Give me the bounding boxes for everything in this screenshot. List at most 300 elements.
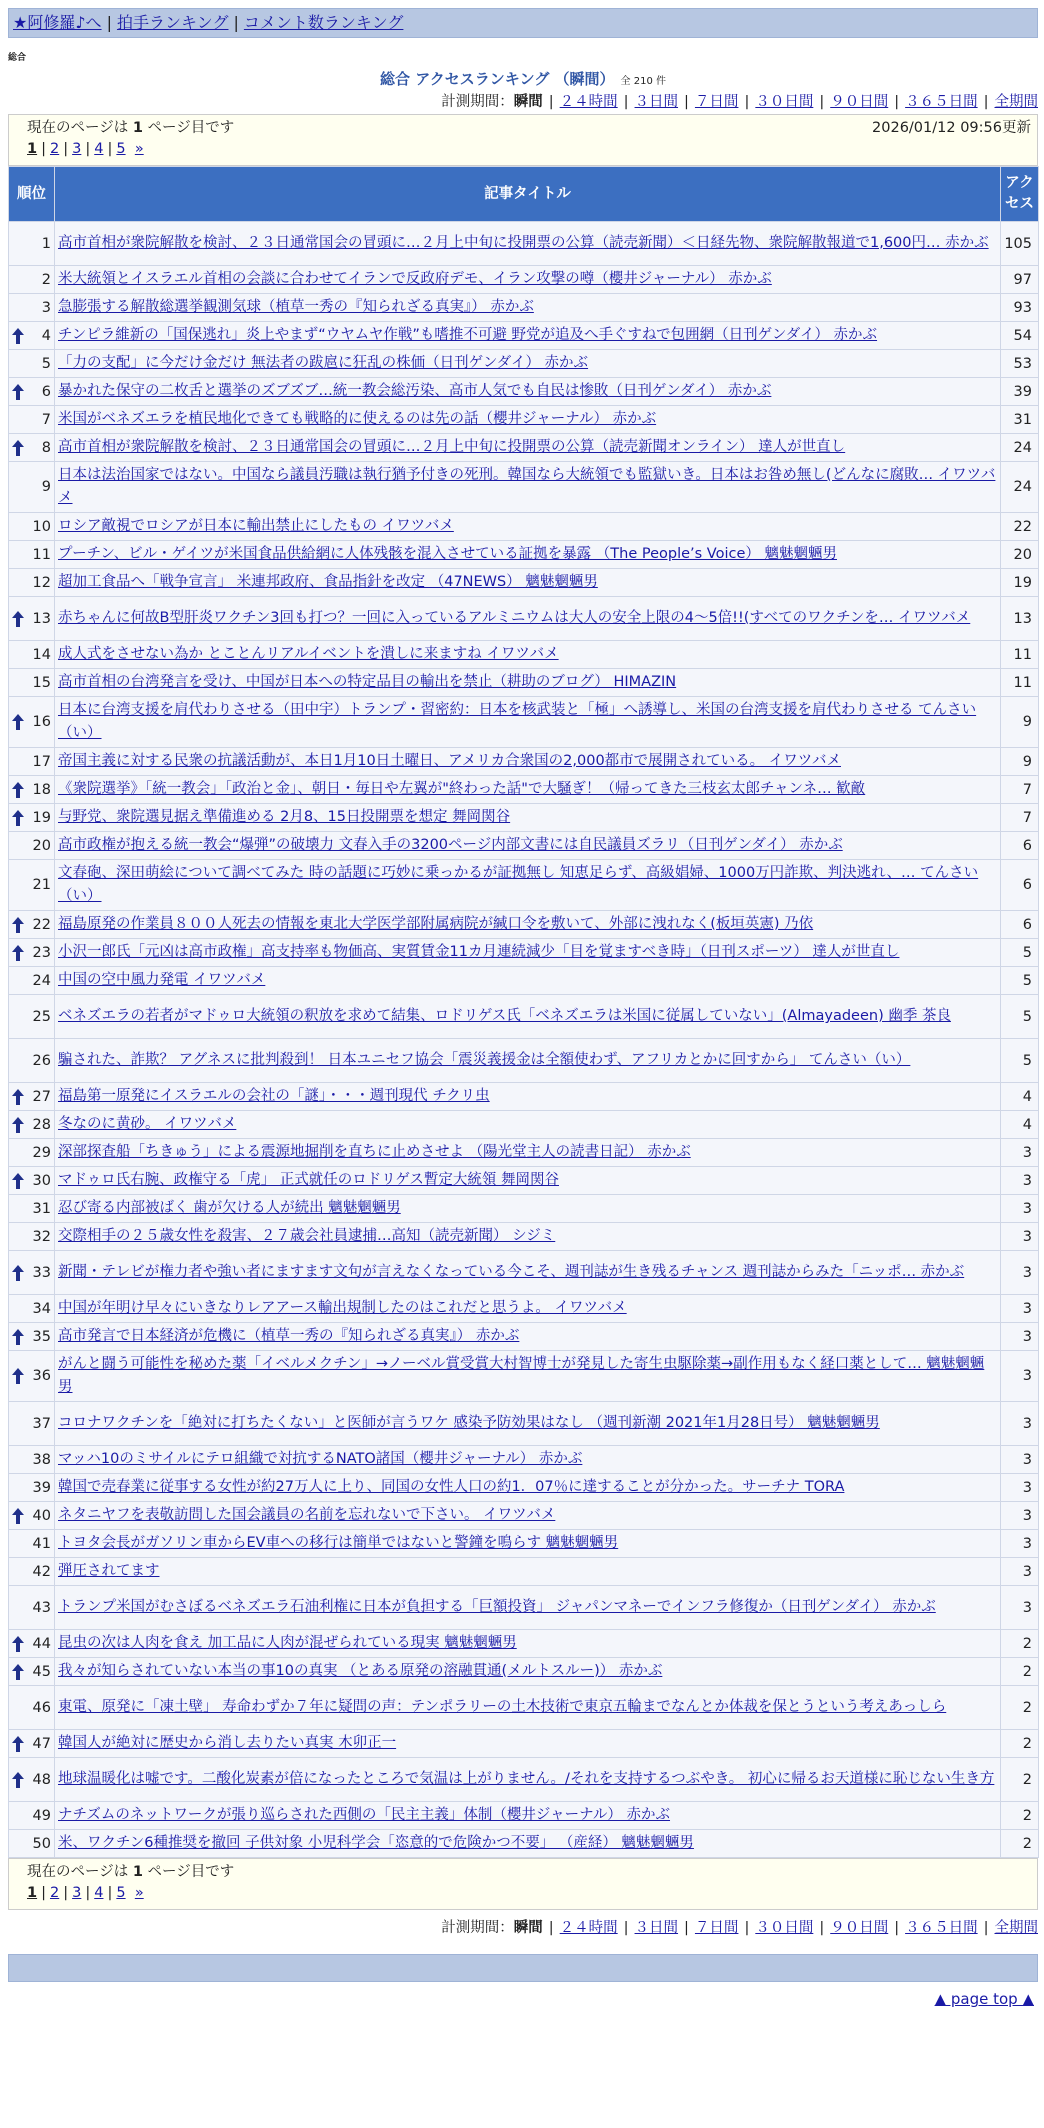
article-title-link[interactable]: 暴かれた保守の二枚舌と選挙のズブズブ…統一教会総汚染、高市人気でも自民は惨敗（日刊ゲンダイ） 赤かぶ [58, 383, 772, 399]
period-option-link[interactable]: ３６５日間 [905, 94, 978, 110]
table-row [9, 776, 1039, 804]
table-row [9, 1295, 1039, 1323]
article-title-link[interactable]: 騙された、詐欺？ アグネスに批判殺到！ 日本ユニセフ協会「震災義援金は全額使わず、アフリカとかに回すから」 てんさい（い） [58, 1052, 911, 1068]
period-separator: | [744, 1920, 750, 1936]
rank-cell [9, 1802, 55, 1830]
title-cell [55, 804, 1001, 832]
rank-number: 13 [32, 610, 51, 627]
article-title-link[interactable]: 冬なのに黄砂。 イワツバメ [58, 1116, 237, 1132]
table-row [9, 804, 1039, 832]
rank-number: 40 [32, 1507, 51, 1524]
rank-cell [9, 1323, 55, 1351]
period-option-link[interactable]: ９０日間 [830, 94, 889, 110]
rank-number: 32 [32, 1228, 51, 1245]
title-cell [55, 995, 1001, 1039]
rank-cell [9, 406, 55, 434]
rank-number: 6 [41, 383, 51, 400]
period-option-link[interactable]: ９０日間 [830, 1920, 889, 1936]
access-count: 97 [1001, 266, 1039, 294]
title-cell [55, 641, 1001, 669]
pager-next-link[interactable]: » [134, 141, 144, 157]
access-count: 3 [1001, 1586, 1039, 1630]
rank-number: 36 [32, 1368, 51, 1384]
title-cell [55, 1111, 1001, 1139]
table-row [9, 1167, 1039, 1195]
article-title-link[interactable]: 東電、原発に「凍土壁」 寿命わずか７年に疑問の声：テンポラリーの土木技術で東京五輪までなんとか体裁を保とうという考えあっしら [58, 1699, 947, 1715]
table-row [9, 1039, 1039, 1083]
article-title-link[interactable]: 高市首相が衆院解散を検討、２３日通常国会の冒頭に…２月上中旬に投開票の公算（読売新聞オンライン） 達人が世直し [58, 439, 846, 455]
updated-time: 2026/01/12 09:56更新 [872, 120, 1031, 136]
table-row [9, 697, 1039, 748]
table-row [9, 1402, 1039, 1446]
access-count: 3 [1001, 1558, 1039, 1586]
rank-number: 18 [32, 781, 51, 798]
rank-number: 24 [32, 972, 51, 989]
access-count: 19 [1001, 569, 1039, 597]
article-title-link[interactable]: 成人式をさせない為か とことんリアルイベントを潰しに来ますね イワツバメ [58, 646, 559, 662]
table-row [9, 967, 1039, 995]
pager-next-link[interactable]: » [134, 1885, 144, 1901]
article-title-link[interactable]: 忍び寄る内部被ばく 歯が欠ける人が続出 魑魅魍魎男 [58, 1200, 401, 1216]
title-cell [55, 911, 1001, 939]
article-title-link[interactable]: 福島原発の作業員８００人死去の情報を東北大学医学部附属病院が緘口令を敷いて、外部に洩れなく(板垣英憲) 乃依 [58, 916, 814, 932]
period-separator: | [819, 94, 825, 110]
up-arrow-icon [12, 1368, 24, 1384]
article-title-link[interactable]: 弾圧されてます [58, 1563, 160, 1579]
access-count: 53 [1001, 350, 1039, 378]
access-count: 2 [1001, 1802, 1039, 1830]
page-top-link-wrap [8, 1988, 1038, 2010]
rank-cell [9, 322, 55, 350]
pager-link[interactable]: 3 [72, 141, 82, 157]
up-arrow-icon [12, 1265, 24, 1281]
access-count: 3 [1001, 1323, 1039, 1351]
pager-separator: | [107, 141, 113, 157]
pager-link[interactable]: 2 [49, 1885, 60, 1901]
table-row [9, 1658, 1039, 1686]
title-cell [55, 322, 1001, 350]
article-title-link[interactable]: 中国の空中風力発電 イワツバメ [58, 972, 266, 988]
title-cell [55, 1630, 1001, 1658]
title-cell [55, 1586, 1001, 1630]
nav-separator: | [106, 13, 112, 32]
table-row [9, 911, 1039, 939]
access-count: 3 [1001, 1402, 1039, 1446]
pager-link[interactable]: 3 [72, 1885, 82, 1901]
title-cell [55, 597, 1001, 641]
article-title-link[interactable]: トランプ米国がむさぼるベネズエラ石油利権に日本が負担する「巨額投資」 ジャパンマネーでインフラ修復か（日刊ゲンダイ） 赤かぶ [58, 1599, 936, 1615]
rank-cell [9, 1530, 55, 1558]
article-title-link[interactable]: プーチン、ビル・ゲイツが米国食品供給網に人体残骸を混入させている証拠を暴露 （The People’s Voice） 魑魅魍魎男 [58, 546, 837, 562]
access-count: 54 [1001, 322, 1039, 350]
rank-cell [9, 294, 55, 322]
table-row [9, 748, 1039, 776]
header-access: アクセス [1001, 167, 1039, 222]
rank-number: 1 [41, 235, 51, 252]
title-cell [55, 1446, 1001, 1474]
rank-number: 39 [32, 1479, 51, 1496]
access-count: 9 [1001, 748, 1039, 776]
rank-cell [9, 1195, 55, 1223]
table-row [9, 1758, 1039, 1802]
article-title-link[interactable]: がんと闘う可能性を秘めた薬「イベルメクチン」→ノーベル賞受賞大村智博士が発見した寄生虫駆除薬→副作用もなく経口薬として… 魑魅魍魎男 [58, 1356, 985, 1395]
period-option-link[interactable]: 全期間 [994, 94, 1038, 110]
up-arrow-icon [12, 1173, 24, 1189]
up-arrow-icon [12, 1508, 24, 1524]
access-count: 5 [1001, 1039, 1039, 1083]
rank-cell [9, 1139, 55, 1167]
article-title-link[interactable]: ロシア敵視でロシアが日本に輸出禁止にしたもの イワツバメ [58, 518, 454, 534]
rank-number: 9 [41, 479, 51, 495]
article-title-link[interactable]: 高市首相の台湾発言を受け、中国が日本への特定品目の輸出を禁止（耕助のブログ） HIMAZIN [58, 674, 677, 690]
pager-separator: | [107, 1885, 113, 1901]
article-title-link[interactable]: 文春砲、深田萌絵について調べてみた 時の話題に巧妙に乗っかるが証拠無し 知恵足らず、高級娼婦、1000万円詐欺、判決逃れ、… てんさい（い） [58, 865, 979, 904]
article-title-link[interactable]: マドゥロ氏右腕、政権守る「虎」 正式就任のロドリゲス暫定大統領 舞岡関谷 [58, 1172, 559, 1188]
rank-number: 17 [32, 753, 51, 770]
access-count: 3 [1001, 1195, 1039, 1223]
up-arrow-icon [12, 1329, 24, 1345]
title-cell [55, 378, 1001, 406]
pager-current: 1 [27, 141, 38, 157]
rank-cell [9, 641, 55, 669]
table-row [9, 541, 1039, 569]
ranking-table [8, 166, 1039, 1858]
article-title-link[interactable]: 深部探査船「ちきゅう」による震源地掘削を直ちに止めさせよ （陽光堂主人の読書日記） 赤かぶ [58, 1144, 691, 1160]
period-option-link[interactable]: ３０日間 [755, 1920, 814, 1936]
table-row [9, 1083, 1039, 1111]
access-count: 5 [1001, 995, 1039, 1039]
article-title-link[interactable]: 高市首相が衆院解散を検討、２３日通常国会の冒頭に…２月上中旬に投開票の公算（読売新聞）＜日経先物、衆院解散報道で1,600円… 赤かぶ [58, 235, 989, 251]
header-rank: 順位 [9, 167, 55, 222]
rank-cell [9, 1830, 55, 1858]
rank-cell [9, 669, 55, 697]
rank-cell [9, 697, 55, 748]
period-option-link[interactable]: ２４時間 [559, 1920, 618, 1936]
link-applause-ranking[interactable]: 拍手ランキング [116, 13, 229, 32]
table-row [9, 513, 1039, 541]
rank-cell [9, 378, 55, 406]
table-row [9, 1630, 1039, 1658]
link-asyura-home[interactable]: ★阿修羅♪へ [13, 13, 102, 32]
table-row [9, 434, 1039, 462]
up-arrow-icon [12, 810, 24, 826]
period-separator: | [684, 94, 689, 110]
period-option-link[interactable]: ２４時間 [559, 94, 618, 110]
article-title-link[interactable]: マッハ10のミサイルにテロ組織で対抗するNATO諸国（櫻井ジャーナル） 赤かぶ [58, 1451, 583, 1467]
access-count: 2 [1001, 1630, 1039, 1658]
rank-number: 30 [32, 1172, 51, 1189]
article-title-link[interactable]: 帝国主義に対する民衆の抗議活動が、本日1月10日土曜日、アメリカ合衆国の2,000都市で展開されている。 イワツバメ [58, 753, 841, 769]
pager-link[interactable]: 4 [94, 141, 104, 157]
title-cell [55, 860, 1001, 911]
article-title-link[interactable]: 日本に台湾支援を肩代わりさせる（田中宇）トランプ・習密約：日本を核武装と「極」へ誘導し、米国の台湾支援を肩代わりさせる てんさい（い） [58, 702, 977, 741]
rank-cell [9, 1251, 55, 1295]
rank-cell [9, 1167, 55, 1195]
pager-link[interactable]: 5 [116, 1885, 126, 1901]
rank-cell [9, 350, 55, 378]
rank-number: 26 [32, 1052, 51, 1069]
access-count: 3 [1001, 1474, 1039, 1502]
access-count: 2 [1001, 1830, 1039, 1858]
article-title-link[interactable]: 赤ちゃんに何故B型肝炎ワクチン3回も打つ？一回に入っているアルミニウムは大人の安全上限の4～5倍!!(すべてのワクチンを… イワツバメ [58, 610, 971, 626]
top-nav-bar [8, 8, 1038, 38]
article-title-link[interactable]: 交際相手の２５歳女性を殺害、２７歳会社員逮捕…高知（読売新聞） シジミ [58, 1228, 556, 1244]
access-count: 3 [1001, 1502, 1039, 1530]
article-title-link[interactable]: コロナワクチンを「絶対に打ちたくない」と医師が言うワケ 感染予防効果はなし （週刊新潮 2021年1月28日号） 魑魅魍魎男 [58, 1415, 880, 1431]
rank-number: 34 [32, 1300, 51, 1317]
title-cell [55, 1402, 1001, 1446]
title-cell [55, 1167, 1001, 1195]
period-selector [8, 90, 1038, 114]
access-count: 4 [1001, 1083, 1039, 1111]
article-title-link[interactable]: 我々が知らされていない本当の事10の真実 （とある原発の溶融貫通(メルトスルー)） 赤かぶ [58, 1663, 663, 1679]
article-title-link[interactable]: 韓国で売春業に従事する女性が約27万人に上り、同国の女性人口の約1．07％に達することが分かった。サーチナ TORA [58, 1479, 845, 1495]
article-title-link[interactable]: 昆虫の次は人肉を食え 加工品に人肉が混ぜられている現実 魑魅魍魎男 [58, 1635, 517, 1651]
rank-cell [9, 776, 55, 804]
rank-number: 25 [32, 1008, 51, 1025]
rank-number: 31 [32, 1200, 51, 1217]
up-arrow-icon [12, 1664, 24, 1680]
rank-number: 16 [32, 714, 51, 730]
access-count: 11 [1001, 641, 1039, 669]
title-cell [55, 748, 1001, 776]
article-title-link[interactable]: 高市政権が抱える統一教会“爆弾”の破壊力 文春入手の3200ページ内部文書には自民議員ズラリ（日刊ゲンダイ） 赤かぶ [58, 837, 843, 853]
access-count: 9 [1001, 697, 1039, 748]
article-title-link[interactable]: 《衆院選挙》「統一教会」「政治と金」、朝日・毎日や左翼が"終わった話"で大騒ぎ！（帰ってきた三枝玄太郎チャンネ… 歓敵 [58, 781, 866, 797]
period-option-link[interactable]: ３６５日間 [905, 1920, 978, 1936]
period-separator: | [623, 94, 629, 110]
rank-number: 8 [41, 439, 51, 456]
up-arrow-icon [12, 1636, 24, 1652]
rank-cell [9, 1630, 55, 1658]
period-separator: | [983, 94, 989, 110]
title-cell [55, 434, 1001, 462]
rank-cell [9, 222, 55, 266]
period-label: 計測期間： [441, 1920, 514, 1936]
up-arrow-icon [12, 917, 24, 933]
table-row [9, 1558, 1039, 1586]
article-title-link[interactable]: 「力の支配」に今だけ金だけ 無法者の跋扈に狂乱の株価（日刊ゲンダイ） 赤かぶ [58, 355, 589, 371]
rank-cell [9, 1658, 55, 1686]
period-option-link[interactable]: ３日間 [634, 94, 679, 110]
table-row [9, 222, 1039, 266]
rank-number: 28 [32, 1116, 51, 1133]
article-title-link[interactable]: 高市発言で日本経済が危機に（植草一秀の『知られざる真実』） 赤かぶ [58, 1328, 520, 1344]
access-count: 3 [1001, 1139, 1039, 1167]
rank-cell [9, 1402, 55, 1446]
article-title-link[interactable]: 地球温暖化は嘘です。二酸化炭素が倍になったところで気温は上がりません。/それを支持するつぶやき。 初心に帰るお天道様に恥じない生き方 [58, 1771, 995, 1787]
rank-cell [9, 462, 55, 513]
article-title-link[interactable]: 韓国人が絶対に歴史から消し去りたい真実 木卯正一 [58, 1735, 397, 1751]
ranking-title: 総合 アクセスランキング （瞬間） [380, 70, 615, 88]
table-row [9, 350, 1039, 378]
access-count: 11 [1001, 669, 1039, 697]
access-count: 5 [1001, 939, 1039, 967]
article-title-link[interactable]: 急膨張する解散総選挙観測気球（植草一秀の『知られざる真実』） 赤かぶ [58, 299, 534, 315]
article-title-link[interactable]: 米大統領とイスラエル首相の会談に合わせてイランで反政府デモ、イラン攻撃の噂（櫻井ジャーナル） 赤かぶ [58, 271, 772, 287]
article-title-link[interactable]: 日本は法治国家ではない。中国なら議員汚職は執行猶予付きの死刑。韓国なら大統領でも監獄いき。日本はお咎め無し(どんなに腐敗… イワツバメ [58, 467, 996, 506]
access-count: 3 [1001, 1446, 1039, 1474]
title-cell [55, 1686, 1001, 1730]
rank-cell [9, 266, 55, 294]
rank-number: 11 [32, 546, 51, 563]
access-count: 2 [1001, 1658, 1039, 1686]
article-title-link[interactable]: 米国がベネズエラを植民地化できても戦略的に使えるのは先の話（櫻井ジャーナル） 赤かぶ [58, 411, 657, 427]
rank-cell [9, 1083, 55, 1111]
title-cell [55, 222, 1001, 266]
period-option-link[interactable]: ３０日間 [755, 94, 814, 110]
pager [27, 1883, 1025, 1904]
table-row [9, 462, 1039, 513]
title-cell [55, 967, 1001, 995]
article-title-link[interactable]: 中国が年明け早々にいきなりレアアース輸出規制したのはこれだと思うよ。 イワツバメ [58, 1300, 627, 1316]
title-cell [55, 697, 1001, 748]
table-row [9, 1502, 1039, 1530]
nav-separator: | [233, 13, 239, 32]
article-title-link[interactable]: 福島第一原発にイスラエルの会社の「謎」・・・週刊現代 チクリ虫 [58, 1088, 490, 1104]
rank-cell [9, 1223, 55, 1251]
period-option-link[interactable]: 全期間 [994, 1920, 1038, 1936]
access-count: 7 [1001, 804, 1039, 832]
rank-number: 35 [32, 1328, 51, 1345]
article-title-link[interactable]: トヨタ会長がガソリン車からEV車への移行は簡単ではないと警鐘を鳴らす 魑魅魍魎男 [58, 1535, 619, 1551]
table-row [9, 832, 1039, 860]
title-cell [55, 1530, 1001, 1558]
rank-cell [9, 860, 55, 911]
period-option-link[interactable]: ３日間 [634, 1920, 679, 1936]
rank-cell [9, 1686, 55, 1730]
rank-number: 37 [32, 1415, 51, 1432]
access-count: 93 [1001, 294, 1039, 322]
title-cell [55, 1502, 1001, 1530]
title-cell [55, 1323, 1001, 1351]
table-row [9, 1730, 1039, 1758]
rank-number: 41 [32, 1535, 51, 1552]
title-cell [55, 1083, 1001, 1111]
table-row [9, 569, 1039, 597]
rank-number: 7 [41, 411, 51, 428]
period-current: 瞬間 [513, 1920, 543, 1936]
title-cell [55, 669, 1001, 697]
table-row [9, 1530, 1039, 1558]
article-title-link[interactable]: 米、ワクチン6種推奨を撤回 子供対象 小児科学会「恣意的で危険かつ不要」 （産経） 魑魅魍魎男 [58, 1835, 694, 1851]
table-row [9, 939, 1039, 967]
period-separator: | [744, 94, 750, 110]
rank-number: 27 [32, 1088, 51, 1105]
table-header-row [9, 167, 1039, 222]
pager-link[interactable]: 2 [49, 141, 60, 157]
article-title-link[interactable]: 与野党、衆院選見据え準備進める 2月8、15日投開票を想定 舞岡関谷 [58, 809, 511, 825]
table-row [9, 1139, 1039, 1167]
table-row [9, 1111, 1039, 1139]
rank-cell [9, 569, 55, 597]
article-title-link[interactable]: 新聞・テレビが権力者や強い者にますます文句が言えなくなっている今こそ、週刊誌が生き残るチャンス 週刊誌からみた「ニッポ… 赤かぶ [58, 1264, 965, 1280]
link-comment-ranking[interactable]: コメント数ランキング [243, 13, 404, 32]
rank-cell [9, 1730, 55, 1758]
pager-separator: | [63, 1885, 69, 1901]
table-row [9, 641, 1039, 669]
rank-number: 43 [32, 1599, 51, 1616]
rank-number: 22 [32, 916, 51, 933]
table-row [9, 1830, 1039, 1858]
rank-cell [9, 1586, 55, 1630]
rank-number: 42 [32, 1563, 51, 1580]
rank-number: 47 [32, 1735, 51, 1752]
pager-link[interactable]: 4 [94, 1885, 104, 1901]
rank-number: 10 [32, 518, 51, 535]
table-row [9, 1351, 1039, 1402]
rank-number: 23 [32, 944, 51, 961]
title-cell [55, 1474, 1001, 1502]
rank-cell [9, 597, 55, 641]
period-separator: | [623, 1920, 629, 1936]
pager-link[interactable]: 5 [116, 141, 126, 157]
table-row [9, 1802, 1039, 1830]
up-arrow-icon [12, 714, 24, 730]
rank-cell [9, 748, 55, 776]
table-row [9, 1686, 1039, 1730]
rank-cell [9, 967, 55, 995]
access-count: 2 [1001, 1730, 1039, 1758]
up-arrow-icon [12, 328, 24, 344]
access-count: 3 [1001, 1295, 1039, 1323]
table-row [9, 294, 1039, 322]
access-count: 39 [1001, 378, 1039, 406]
article-title-link[interactable]: 超加工食品へ「戦争宣言」 米連邦政府、食品指針を改定 （47NEWS） 魑魅魍魎男 [58, 574, 598, 590]
period-separator: | [819, 1920, 825, 1936]
rank-cell [9, 541, 55, 569]
pager-current: 1 [27, 1885, 38, 1901]
rank-number: 49 [32, 1807, 51, 1824]
period-option-link[interactable]: ７日間 [694, 94, 739, 110]
rank-number: 19 [32, 809, 51, 826]
page-top-link[interactable]: ▲ page top ▲ [934, 1990, 1034, 2008]
access-count: 2 [1001, 1686, 1039, 1730]
article-title-link[interactable]: ナチズムのネットワークが張り巡らされた西側の「民主主義」体制（櫻井ジャーナル） 赤かぶ [58, 1807, 671, 1823]
title-cell [55, 513, 1001, 541]
rank-cell [9, 1351, 55, 1402]
page-status: 現在のページは 1 ページ目です [27, 1864, 235, 1880]
rank-cell [9, 1502, 55, 1530]
title-cell [55, 1658, 1001, 1686]
article-title-link[interactable]: ベネズエラの若者がマドゥロ大統領の釈放を求めて結集、ロドリゲス氏「ベネズエラは米国に従属していない」(Almayadeen) 幽季 茶良 [58, 1008, 951, 1024]
table-row [9, 378, 1039, 406]
rank-number: 44 [32, 1635, 51, 1652]
rank-cell [9, 804, 55, 832]
header-title: 記事タイトル [55, 167, 1001, 222]
article-title-link[interactable]: ネタニヤフを表敬訪問した国会議員の名前を忘れないで下さい。 イワツバメ [58, 1507, 556, 1523]
access-count: 3 [1001, 1351, 1039, 1402]
rank-cell [9, 1295, 55, 1323]
rank-number: 12 [32, 574, 51, 591]
pager-separator: | [41, 141, 46, 157]
title-cell [55, 1039, 1001, 1083]
rank-cell [9, 995, 55, 1039]
up-arrow-icon [12, 1089, 24, 1105]
access-count: 105 [1001, 222, 1039, 266]
period-separator: | [894, 1920, 900, 1936]
article-title-link[interactable]: チンピラ維新の「国保逃れ」炎上やまず“ウヤムヤ作戦”も嗜推不可避 野党が追及へ手ぐすねで包囲網（日刊ゲンダイ） 赤かぶ [58, 327, 878, 343]
rank-number: 2 [41, 271, 51, 288]
table-row [9, 669, 1039, 697]
article-title-link[interactable]: 小沢一郎氏「元凶は高市政権」高支持率も物価高、実質賃金11カ月連続減少「目を覚ますべき時」（日刊スポーツ） 達人が世直し [58, 944, 900, 960]
table-row [9, 266, 1039, 294]
rank-number: 21 [32, 877, 51, 893]
table-row [9, 1195, 1039, 1223]
rank-number: 46 [32, 1699, 51, 1716]
title-cell [55, 462, 1001, 513]
period-option-link[interactable]: ７日間 [694, 1920, 739, 1936]
